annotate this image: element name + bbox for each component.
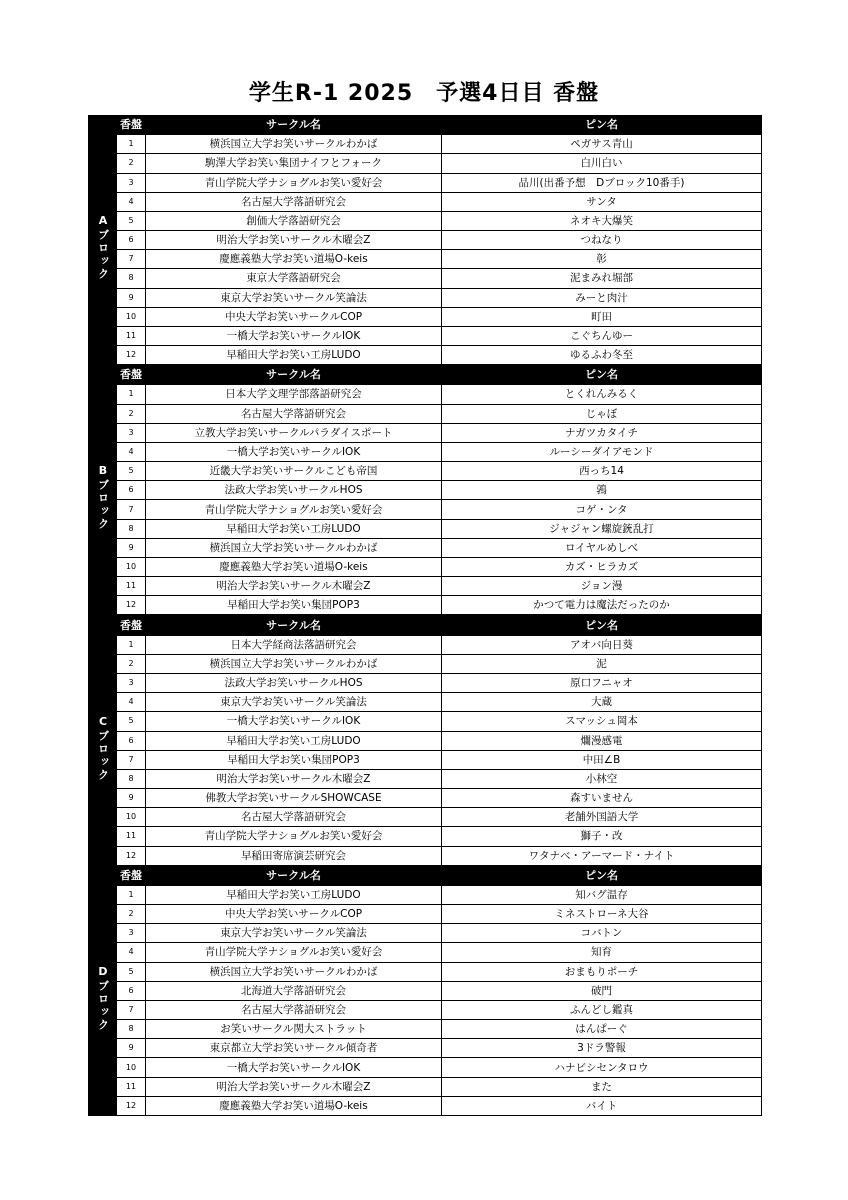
order-number: 10 [117, 1058, 146, 1077]
circle-name: 早稲田大学お笑い工房LUDO [146, 731, 442, 750]
circle-name: 中央大学お笑いサークルCOP [146, 307, 442, 326]
circle-name: 立教大学お笑いサークルパラダイスポート [146, 423, 442, 442]
pin-name: 泥 [442, 654, 762, 673]
order-number: 11 [117, 827, 146, 846]
order-number: 11 [117, 577, 146, 596]
header-pin-name: ピン名 [442, 866, 762, 885]
table-row [89, 1058, 762, 1077]
pin-name: 爛漫感電 [442, 731, 762, 750]
order-number: 9 [117, 538, 146, 557]
pin-name: 白川白い [442, 154, 762, 173]
circle-name: 横浜国立大学お笑いサークルわかば [146, 962, 442, 981]
pin-name: バイト [442, 1096, 762, 1115]
pin-name: ネオキ大爆笑 [442, 211, 762, 230]
pin-name: 町田 [442, 307, 762, 326]
table-row [89, 827, 762, 846]
circle-name: 東京大学お笑いサークル笑論法 [146, 924, 442, 943]
pin-name: ロイヤルめしべ [442, 538, 762, 557]
pin-name: はんぱーぐ [442, 1020, 762, 1039]
circle-name: 早稲田大学お笑い工房LUDO [146, 346, 442, 365]
circle-name: 明治大学お笑いサークル木曜会Z [146, 577, 442, 596]
table-row [89, 924, 762, 943]
circle-name: 明治大学お笑いサークル木曜会Z [146, 231, 442, 250]
table-row [89, 538, 762, 557]
order-number: 10 [117, 557, 146, 576]
order-number: 11 [117, 1077, 146, 1096]
circle-name: 慶應義塾大学お笑い道場O-keis [146, 250, 442, 269]
table-row [89, 211, 762, 230]
pin-name: コゲ・ンタ [442, 500, 762, 519]
order-number: 5 [117, 962, 146, 981]
pin-name: スマッシュ岡本 [442, 712, 762, 731]
block-label [89, 385, 117, 615]
table-row [89, 423, 762, 442]
pin-name: とくれんみるく [442, 385, 762, 404]
table-header-row [89, 116, 762, 135]
order-number: 2 [117, 154, 146, 173]
pin-name: おまもりポーチ [442, 962, 762, 981]
pin-name: 品川(出番予想 Dブロック10番手) [442, 173, 762, 192]
circle-name: 横浜国立大学お笑いサークルわかば [146, 135, 442, 154]
circle-name: 早稲田寄席演芸研究会 [146, 846, 442, 865]
pin-name: 森すいません [442, 789, 762, 808]
pin-name: ミネストローネ大谷 [442, 905, 762, 924]
table-row [89, 905, 762, 924]
block-table [88, 866, 762, 1116]
order-number: 1 [117, 635, 146, 654]
circle-name: 日本大学文理学部落語研究会 [146, 385, 442, 404]
circle-name: 東京大学お笑いサークル笑論法 [146, 288, 442, 307]
block-label [89, 635, 117, 865]
circle-name: 早稲田大学お笑い集団POP3 [146, 596, 442, 615]
pin-name: 知バグ温存 [442, 885, 762, 904]
order-number: 4 [117, 693, 146, 712]
order-number: 10 [117, 808, 146, 827]
circle-name: 横浜国立大学お笑いサークルわかば [146, 654, 442, 673]
order-number: 2 [117, 905, 146, 924]
circle-name: 名古屋大学落語研究会 [146, 192, 442, 211]
circle-name: 明治大学お笑いサークル木曜会Z [146, 769, 442, 788]
circle-name: 北海道大学落語研究会 [146, 981, 442, 1000]
order-number: 6 [117, 731, 146, 750]
order-number: 2 [117, 654, 146, 673]
circle-name: 法政大学お笑いサークルHOS [146, 673, 442, 692]
pin-name: また [442, 1077, 762, 1096]
header-circle-name: サークル名 [146, 616, 442, 635]
order-number: 5 [117, 211, 146, 230]
circle-name: 青山学院大学ナショグルお笑い愛好会 [146, 500, 442, 519]
order-number: 12 [117, 1096, 146, 1115]
table-row [89, 269, 762, 288]
circle-name: 一橋大学お笑いサークルIOK [146, 1058, 442, 1077]
header-pin-name: ピン名 [442, 616, 762, 635]
table-row [89, 135, 762, 154]
table-row [89, 326, 762, 345]
circle-name: 青山学院大学ナショグルお笑い愛好会 [146, 943, 442, 962]
block-label-text: Aブロック [96, 214, 110, 282]
order-number: 9 [117, 789, 146, 808]
table-row [89, 519, 762, 538]
table-row [89, 885, 762, 904]
table-row [89, 673, 762, 692]
circle-name: 名古屋大学落語研究会 [146, 1000, 442, 1019]
order-number: 4 [117, 192, 146, 211]
table-row [89, 231, 762, 250]
table-row [89, 808, 762, 827]
header-pin-name: ピン名 [442, 366, 762, 385]
table-row [89, 577, 762, 596]
circle-name: 中央大学お笑いサークルCOP [146, 905, 442, 924]
order-number: 12 [117, 846, 146, 865]
block-label [89, 135, 117, 365]
order-number: 12 [117, 596, 146, 615]
table-row [89, 288, 762, 307]
circle-name: 東京大学お笑いサークル笑論法 [146, 693, 442, 712]
table-row [89, 481, 762, 500]
pin-name: 獅子・改 [442, 827, 762, 846]
order-number: 7 [117, 1000, 146, 1019]
pin-name: じゃぼ [442, 404, 762, 423]
header-order: 香盤 [117, 116, 146, 135]
circle-name: 日本大学経商法落語研究会 [146, 635, 442, 654]
circle-name: 早稲田大学お笑い集団POP3 [146, 750, 442, 769]
header-corner [89, 116, 117, 135]
order-number: 3 [117, 173, 146, 192]
block-label [89, 885, 117, 1115]
table-row [89, 462, 762, 481]
order-number: 1 [117, 885, 146, 904]
pin-name: ワタナベ・アーマード・ナイト [442, 846, 762, 865]
order-number: 6 [117, 481, 146, 500]
table-row [89, 1000, 762, 1019]
circle-name: 近畿大学お笑いサークルこども帝国 [146, 462, 442, 481]
table-row [89, 173, 762, 192]
pin-name: ハナビシセンタロウ [442, 1058, 762, 1077]
order-number: 9 [117, 1039, 146, 1058]
header-order: 香盤 [117, 866, 146, 885]
pin-name: 中田∠B [442, 750, 762, 769]
circle-name: 慶應義塾大学お笑い道場O-keis [146, 1096, 442, 1115]
pin-name: 3ドラ警報 [442, 1039, 762, 1058]
table-row [89, 596, 762, 615]
order-number: 4 [117, 943, 146, 962]
order-number: 9 [117, 288, 146, 307]
circle-name: お笑いサークル関大ストラット [146, 1020, 442, 1039]
pin-name: ジョン漫 [442, 577, 762, 596]
pin-name: 原口フニャオ [442, 673, 762, 692]
order-number: 7 [117, 250, 146, 269]
circle-name: 早稲田大学お笑い工房LUDO [146, 885, 442, 904]
block-label-text: Dブロック [96, 964, 110, 1032]
order-number: 8 [117, 269, 146, 288]
order-number: 6 [117, 981, 146, 1000]
block-table [88, 615, 762, 865]
table-row [89, 557, 762, 576]
table-row [89, 731, 762, 750]
order-number: 8 [117, 1020, 146, 1039]
pin-name: ルーシーダイアモンド [442, 442, 762, 461]
circle-name: 佛教大学お笑いサークルSHOWCASE [146, 789, 442, 808]
block-table [88, 365, 762, 615]
table-row [89, 654, 762, 673]
table-row [89, 1096, 762, 1115]
pin-name: 老舗外国語大学 [442, 808, 762, 827]
table-row [89, 346, 762, 365]
pin-name: 大蔵 [442, 693, 762, 712]
table-row [89, 769, 762, 788]
circle-name: 駒澤大学お笑い集団ナイフとフォーク [146, 154, 442, 173]
order-number: 3 [117, 423, 146, 442]
header-circle-name: サークル名 [146, 866, 442, 885]
circle-name: 名古屋大学落語研究会 [146, 404, 442, 423]
pin-name: ジャジャン螺旋銃乱打 [442, 519, 762, 538]
table-row [89, 789, 762, 808]
table-row [89, 750, 762, 769]
order-number: 12 [117, 346, 146, 365]
order-number: 7 [117, 500, 146, 519]
block-table [88, 115, 762, 365]
pin-name: コバトン [442, 924, 762, 943]
circle-name: 創価大学落語研究会 [146, 211, 442, 230]
table-row [89, 962, 762, 981]
pin-name: サンタ [442, 192, 762, 211]
pin-name: ナガツカタイチ [442, 423, 762, 442]
table-row [89, 500, 762, 519]
block-label-text: Bブロック [96, 464, 110, 532]
order-number: 1 [117, 385, 146, 404]
schedule-sheet [88, 115, 761, 1116]
order-number: 6 [117, 231, 146, 250]
pin-name: 破門 [442, 981, 762, 1000]
table-row [89, 307, 762, 326]
circle-name: 青山学院大学ナショグルお笑い愛好会 [146, 827, 442, 846]
table-row [89, 693, 762, 712]
header-circle-name: サークル名 [146, 366, 442, 385]
pin-name: かつて電力は魔法だったのか [442, 596, 762, 615]
pin-name: 鶉 [442, 481, 762, 500]
order-number: 2 [117, 404, 146, 423]
header-order: 香盤 [117, 616, 146, 635]
order-number: 7 [117, 750, 146, 769]
circle-name: 一橋大学お笑いサークルIOK [146, 442, 442, 461]
table-row [89, 1020, 762, 1039]
circle-name: 名古屋大学落語研究会 [146, 808, 442, 827]
table-row [89, 1039, 762, 1058]
order-number: 3 [117, 673, 146, 692]
table-row [89, 943, 762, 962]
circle-name: 慶應義塾大学お笑い道場O-keis [146, 557, 442, 576]
table-row [89, 712, 762, 731]
circle-name: 東京大学落語研究会 [146, 269, 442, 288]
table-header-row [89, 616, 762, 635]
order-number: 11 [117, 326, 146, 345]
order-number: 8 [117, 769, 146, 788]
header-pin-name: ピン名 [442, 116, 762, 135]
pin-name: こぐちんゆー [442, 326, 762, 345]
header-corner [89, 366, 117, 385]
block-label-text: Cブロック [96, 714, 110, 782]
table-header-row [89, 366, 762, 385]
order-number: 4 [117, 442, 146, 461]
pin-name: カズ・ヒラカズ [442, 557, 762, 576]
table-row [89, 442, 762, 461]
table-row [89, 250, 762, 269]
table-row [89, 404, 762, 423]
order-number: 1 [117, 135, 146, 154]
order-number: 10 [117, 307, 146, 326]
circle-name: 一橋大学お笑いサークルIOK [146, 712, 442, 731]
page-title: 学生R-1 2025 予選4日目 香盤 [248, 81, 600, 106]
header-circle-name: サークル名 [146, 116, 442, 135]
circle-name: 一橋大学お笑いサークルIOK [146, 326, 442, 345]
header-order: 香盤 [117, 366, 146, 385]
circle-name: 早稲田大学お笑い工房LUDO [146, 519, 442, 538]
pin-name: 小林空 [442, 769, 762, 788]
pin-name: ゆるふわ冬至 [442, 346, 762, 365]
table-row [89, 635, 762, 654]
pin-name: みーと肉汁 [442, 288, 762, 307]
table-row [89, 1077, 762, 1096]
pin-name: アオバ向日葵 [442, 635, 762, 654]
pin-name: つねなり [442, 231, 762, 250]
table-row [89, 385, 762, 404]
table-row [89, 981, 762, 1000]
circle-name: 法政大学お笑いサークルHOS [146, 481, 442, 500]
pin-name: ふんどし鑑真 [442, 1000, 762, 1019]
table-header-row [89, 866, 762, 885]
circle-name: 明治大学お笑いサークル木曜会Z [146, 1077, 442, 1096]
pin-name: 知育 [442, 943, 762, 962]
pin-name: 彰 [442, 250, 762, 269]
order-number: 8 [117, 519, 146, 538]
pin-name: 西っち14 [442, 462, 762, 481]
pin-name: ペガサス青山 [442, 135, 762, 154]
circle-name: 東京都立大学お笑いサークル傾奇者 [146, 1039, 442, 1058]
order-number: 5 [117, 712, 146, 731]
header-corner [89, 616, 117, 635]
circle-name: 横浜国立大学お笑いサークルわかば [146, 538, 442, 557]
table-row [89, 846, 762, 865]
table-row [89, 192, 762, 211]
table-row [89, 154, 762, 173]
order-number: 5 [117, 462, 146, 481]
circle-name: 青山学院大学ナショグルお笑い愛好会 [146, 173, 442, 192]
header-corner [89, 866, 117, 885]
order-number: 3 [117, 924, 146, 943]
pin-name: 泥まみれ堀部 [442, 269, 762, 288]
